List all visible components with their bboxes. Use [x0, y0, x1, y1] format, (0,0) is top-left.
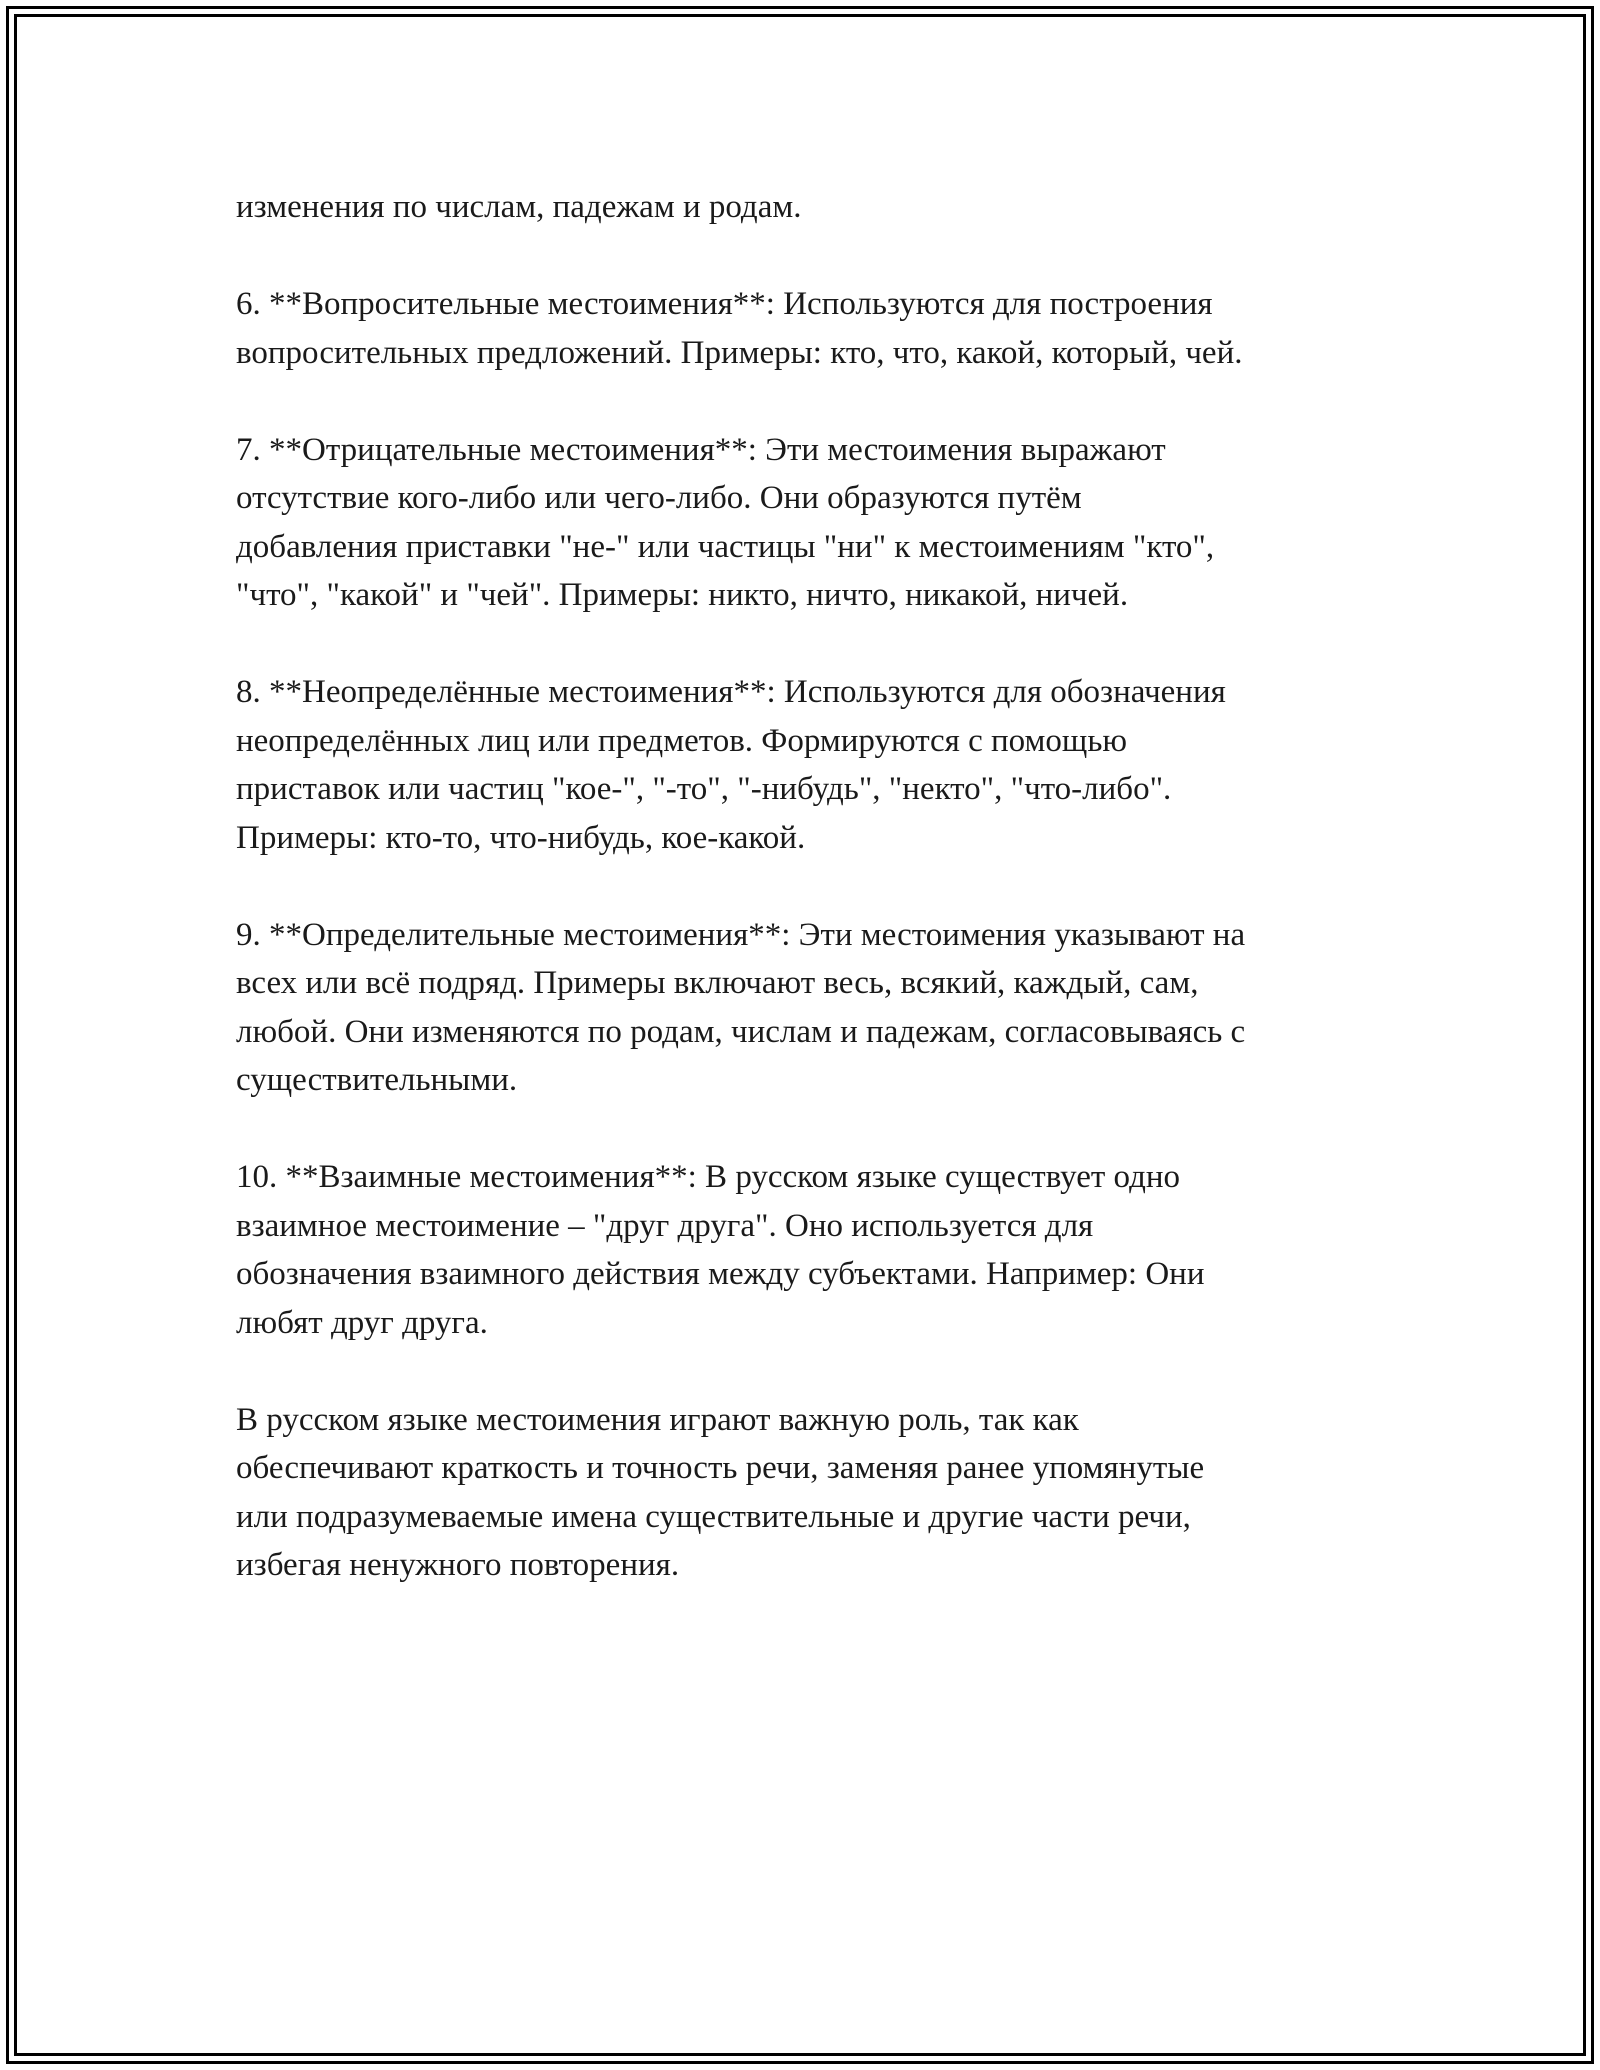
paragraph-interrogative-pronouns	[236, 280, 1396, 377]
text-line: 6. **Вопросительные местоимения**: Используются для построения	[236, 286, 1213, 322]
text-line: вопросительных предложений. Примеры: кто, что, какой, который, чей.	[236, 334, 1243, 371]
text-line: всех или всё подряд. Примеры включают весь, всякий, каждый, сам,	[236, 965, 1199, 1001]
text-line: 8. **Неопределённые местоимения**: Используются для обозначения	[236, 674, 1226, 710]
paragraph-conclusion	[236, 1396, 1396, 1590]
paragraph-determinative-pronouns	[236, 911, 1396, 1105]
text-line: неопределённых лиц или предметов. Формируются с помощью	[236, 722, 1128, 759]
text-line: обозначения взаимного действия между субъектами. Например: Они	[236, 1256, 1205, 1292]
text-line: 9. **Определительные местоимения**: Эти местоимения указывают на	[236, 916, 1246, 953]
text-line: существительными.	[236, 1062, 518, 1098]
paragraph-reciprocal-pronouns	[236, 1153, 1396, 1347]
text-line: избегая ненужного повторения.	[236, 1547, 680, 1583]
text-line: отсутствие кого-либо или чего-либо. Они образуются путём	[236, 480, 1082, 516]
text-line: любят друг друга.	[236, 1304, 488, 1341]
text-line: 7. **Отрицательные местоимения**: Эти местоимения выражают	[236, 431, 1166, 468]
text-line: изменения по числам, падежам и родам.	[236, 189, 802, 225]
paragraph-negative-pronouns	[236, 426, 1396, 620]
text-line: любой. Они изменяются по родам, числам и падежам, согласовываясь с	[236, 1013, 1246, 1050]
text-line: Примеры: кто-то, что-нибудь, кое-какой.	[236, 819, 806, 856]
paragraph-indefinite-pronouns	[236, 668, 1396, 862]
text-line: или подразумеваемые имена существительные и другие части речи,	[236, 1498, 1191, 1535]
text-line: приставок или частиц "кое-", "-то", "-нибудь", "некто", "что-либо".	[236, 771, 1172, 807]
text-line: 10. **Взаимные местоимения**: В русском языке существует одно	[236, 1159, 1181, 1195]
paragraph-continuation	[236, 183, 1396, 232]
text-line: добавления приставки "не-" или частицы "ни" к местоимениям "кто",	[236, 528, 1215, 565]
text-line: "что", "какой" и "чей". Примеры: никто, ничто, никакой, ничей.	[236, 577, 1129, 613]
text-line: обеспечивают краткость и точность речи, заменяя ранее упомянутые	[236, 1450, 1205, 1486]
document-body	[236, 183, 1396, 1638]
text-line: В русском языке местоимения играют важную роль, так как	[236, 1401, 1079, 1438]
text-line: взаимное местоимение – "друг друга". Оно используется для	[236, 1207, 1094, 1244]
